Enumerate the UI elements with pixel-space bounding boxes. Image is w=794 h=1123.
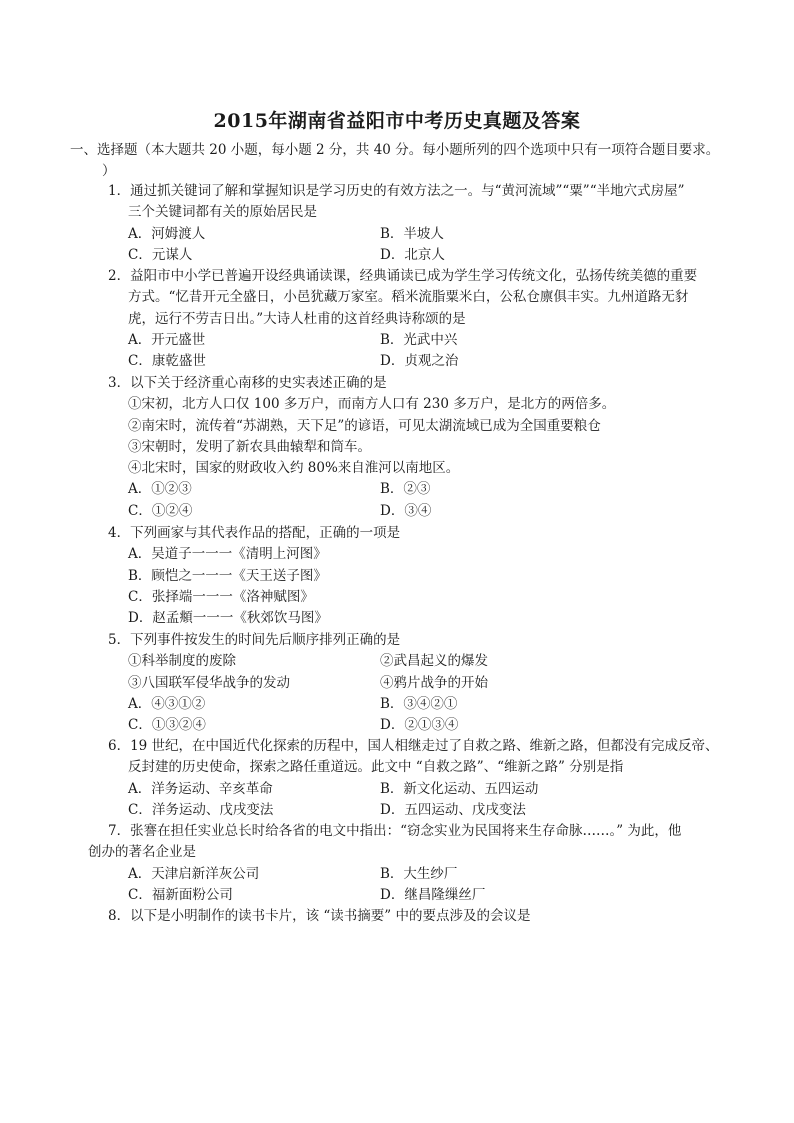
statement-2: ②南宋时，流传着“苏湖熟，天下足”的谚语，可见太湖流域已成为全国重要粮仓	[128, 417, 601, 434]
option-b: B．光武中兴	[380, 331, 458, 348]
question-8	[108, 906, 748, 927]
option-b: B．②③	[380, 481, 431, 498]
option-d: D．五四运动、戊戌变法	[380, 801, 526, 818]
question-5	[108, 630, 748, 736]
option-c: C．洋务运动、戊戌变法	[128, 801, 274, 818]
option-c: C．张择端一一一《洛神赋图》	[128, 588, 314, 605]
question-stem: 8．以下是小明制作的读书卡片，该 “读书摘要” 中的要点涉及的会议是	[108, 908, 531, 924]
question-4	[108, 523, 748, 629]
option-c: C．①③②④	[128, 717, 206, 734]
question-stem: 7．张謇在担任实业总长时给各省的电文中指出：“窃念实业为民国将来生存命脉……。” 为此，他	[108, 823, 682, 839]
option-d: D．②①③④	[380, 717, 459, 734]
section-heading	[70, 140, 730, 182]
section-heading-cont: ）	[102, 163, 116, 179]
option-a: A．①②③	[128, 481, 192, 498]
option-d: D．③④	[380, 502, 432, 519]
option-b: B．半坡人	[380, 225, 444, 242]
question-2	[108, 266, 748, 372]
question-stem: 5．下列事件按发生的时间先后顺序排列正确的是	[108, 632, 401, 648]
option-a: A．天津启新洋灰公司	[128, 865, 260, 882]
question-stem: 反封建的历史使命，探索之路任重道远。此文中 “自救之路”、“维新之路” 分别是指	[128, 759, 624, 776]
question-6	[108, 736, 748, 821]
statement-3: ③宋朝时，发明了新农具曲辕犁和筒车。	[128, 438, 371, 455]
option-a: A．吴道子一一一《清明上河图》	[128, 546, 327, 563]
statement-1: ①宋初，北方人口仅 100 多万户，而南方人口有 230 多万户，是北方的两倍多。	[128, 396, 616, 413]
question-stem: 1．通过抓关键词了解和掌握知识是学习历史的有效方法之一。与“黄河流域”“粟”“半地穴式房屋”	[108, 183, 685, 199]
event-1: ①科举制度的废除	[128, 653, 236, 670]
statement-4: ④北宋时，国家的财政收入约 80%来自淮河以南地区。	[128, 460, 460, 477]
option-d: D．北京人	[380, 246, 445, 263]
question-stem: 虎，远行不劳吉日出。”大诗人杜甫的这首经典诗称颂的是	[128, 310, 466, 327]
question-3	[108, 373, 748, 522]
option-d: D．赵孟頫一一一《秋郊饮马图》	[128, 610, 328, 627]
option-b: B．顾恺之一一一《天王送子图》	[128, 567, 327, 584]
event-2: ②武昌起义的爆发	[380, 653, 488, 670]
question-stem: 2．益阳市中小学已普遍开设经典诵读课，经典诵读已成为学生学习传统文化，弘扬传统美德的重要	[108, 268, 698, 284]
event-3: ③八国联军侵华战争的发动	[128, 674, 290, 691]
option-c: C．福新面粉公司	[128, 886, 233, 903]
option-c: C．①②④	[128, 502, 193, 519]
option-a: A．④③①②	[128, 695, 206, 712]
option-b: B．③④②①	[380, 695, 458, 712]
option-b: B．新文化运动、五四运动	[380, 780, 539, 797]
question-stem: 6．19 世纪，在中国近代化探索的历程中，国人相继走过了自救之路、维新之路，但都没有完成反帝、	[108, 738, 719, 754]
question-stem: 创办的著名企业是	[88, 844, 196, 861]
option-c: C．康乾盛世	[128, 353, 206, 370]
option-a: A．洋务运动、辛亥革命	[128, 780, 273, 797]
option-a: A．开元盛世	[128, 331, 206, 348]
event-4: ④鸦片战争的开始	[380, 674, 488, 691]
question-stem: 三个关键词都有关的原始居民是	[128, 204, 317, 221]
section-heading-text: 一、选择题（本大题共 20 小题，每小题 2 分，共 40 分。每小题所列的四个选项中只有一项符合题目要求。	[70, 142, 720, 158]
question-stem: 4．下列画家与其代表作品的搭配，正确的一项是	[108, 525, 401, 541]
option-b: B．大生纱厂	[380, 865, 458, 882]
option-d: D．继昌隆缫丝厂	[380, 886, 486, 903]
question-stem: 3．以下关于经济重心南移的史实表述正确的是	[108, 375, 387, 391]
question-1	[108, 181, 748, 266]
option-d: D．贞观之治	[380, 353, 459, 370]
question-7	[88, 821, 748, 906]
option-a: A．河姆渡人	[128, 225, 206, 242]
option-c: C．元谋人	[128, 246, 193, 263]
question-stem: 方式。“忆昔开元全盛日，小邑犹藏万家室。稻米流脂粟米白，公私仓廪俱丰实。九州道路无豺	[128, 289, 689, 306]
page-title: 2015年湖南省益阳市中考历史真题及答案	[213, 110, 581, 132]
